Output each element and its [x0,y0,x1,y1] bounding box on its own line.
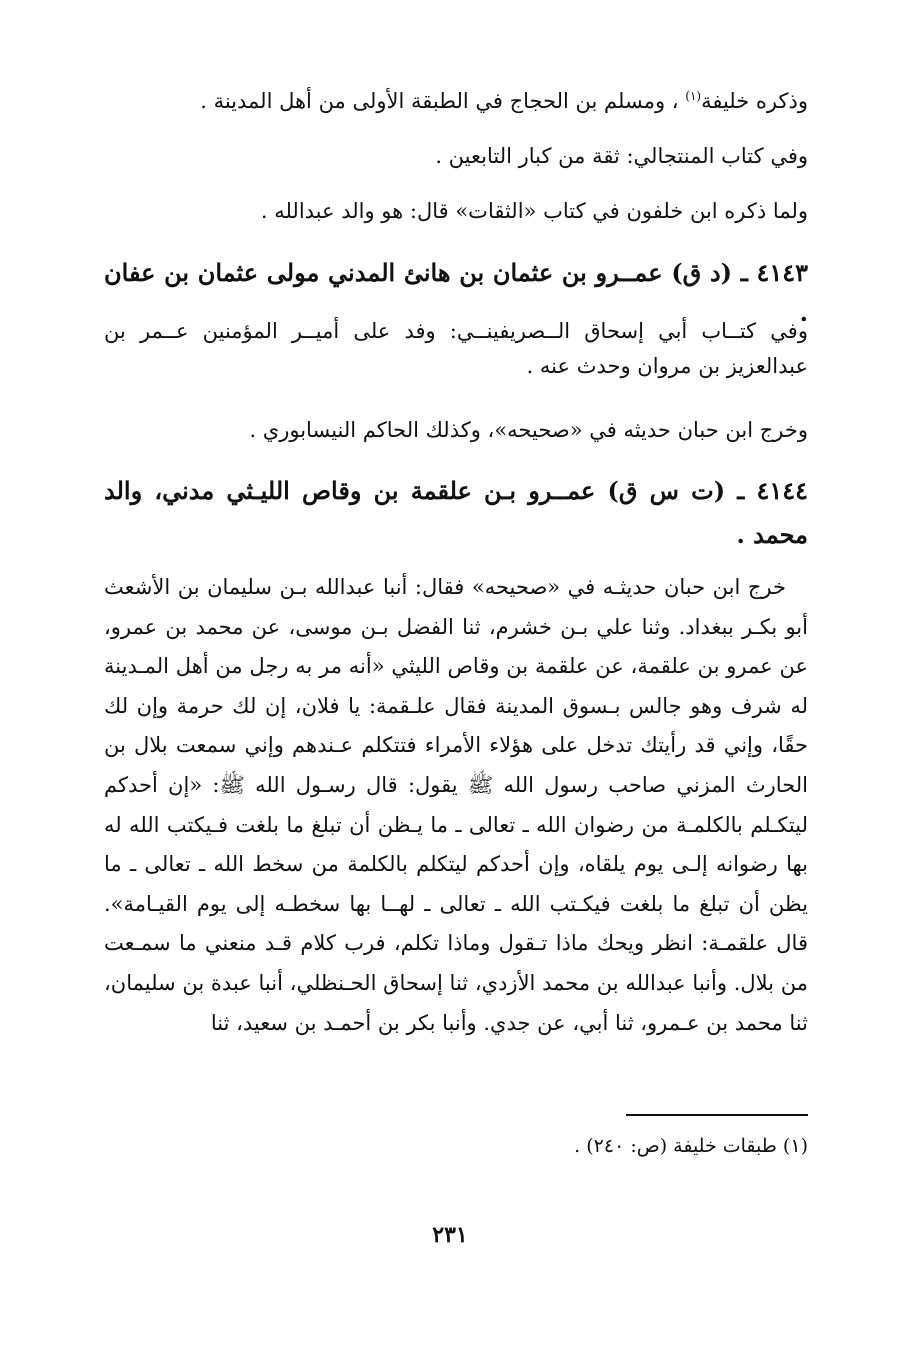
entry-4143-heading: ٤١٤٣ ـ (د ق) عمــرو بن عثمان بن هانئ المدني مولى عثمان بن عفان . [104,258,808,327]
entry-4143-paragraph-1: وفي كتــاب أبي إسحاق الــصريفينــي: وفد على أميــر المؤمنين عــمر بن عبدالعزيز بن مروان وحدث عنه . [104,319,808,378]
entry-prev-line-1 [200,86,808,116]
entry-prev-line-1-end: ، ومسلم بن الحجاج في الطبقة الأولى من أهل المدينة . [200,89,686,113]
entry-4144-body: خرج ابن حبان حديثـه في «صحيحه» فقال: أنبا عبدالله بـن سليمان بن الأشعث أبو بكـر ببغداد. وثنا علي بـن خشرم، ثنا الفضل بـن موسى، عن محمد بن عمرو، عن عمرو بن علقمة، عن علقمة بن وقاص الليثي «أنه مر به رجل من أهل المـدينة له شرف وهو جالس بـسوق المدينة فقال علـقمة: يا فلان، إن لك حرمة وإن لك حقًا، وإني قد رأيتك تدخل على هؤلاء الأمراء فتتكلم عـندهم وإني سمعت بلال بن الحارث المزني صاحب رسول الله ﷺ يقول: قال رسـول الله ﷺ: «إن أحدكم ليتكـلم بالكلمـة من رضوان الله ـ تعالى ـ ما يـظن أن تبلغ ما بلغت فـيكتب الله له بها رضوانه إلـى يوم يلقاه، وإن أحدكم ليتكلم بالكلمة من سخط الله ـ تعالى ـ ما يظن أن تبلغ ما بلغت فيكـتب الله ـ تعالى ـ لهــا بها سخطـه إلى يوم القيـامة». قال علقمـة: انظر ويحك ماذا تـقول وماذا تكلم، فرب كلام قـد منعني ما سمـعت من بلال. وأنبا عبدالله بن محمد الأزدي، ثنا إسحاق الحـنظلي، أنبا عبدة بن سليمان، ثنا محمد بن عـمرو، ثنا أبي، عن جدي. وأنبا بكر بن أحمـد بن سعيد، ثنا [104,575,808,1035]
footnote-text: (١) طبقات خليفة (ص: ٢٤٠) . [574,1135,808,1157]
entry-4143-paragraph-2: وخرج ابن حبان حديثه في «صحيحه»، وكذلك الحاكم النيسابوري . [249,418,808,442]
entry-prev-line-2: وفي كتاب المنتجالي: ثقة من كبار التابعين . [435,144,808,168]
entry-prev-line-1-start: وذكره خليفة [701,89,808,113]
footnote-divider [626,1114,808,1116]
footnote-reference: (١) [685,89,702,103]
entry-4144-heading: ٤١٤٤ ـ (ت س ق) عمــرو بـن علقمة بن وقاص الليـثي مدني، والد محمد . [104,476,808,549]
entry-prev-line-3: ولما ذكره ابن خلفون في كتاب «الثقات» قال: هو والد عبدالله . [260,199,808,223]
page-number: ٢٣١ [432,1222,468,1248]
